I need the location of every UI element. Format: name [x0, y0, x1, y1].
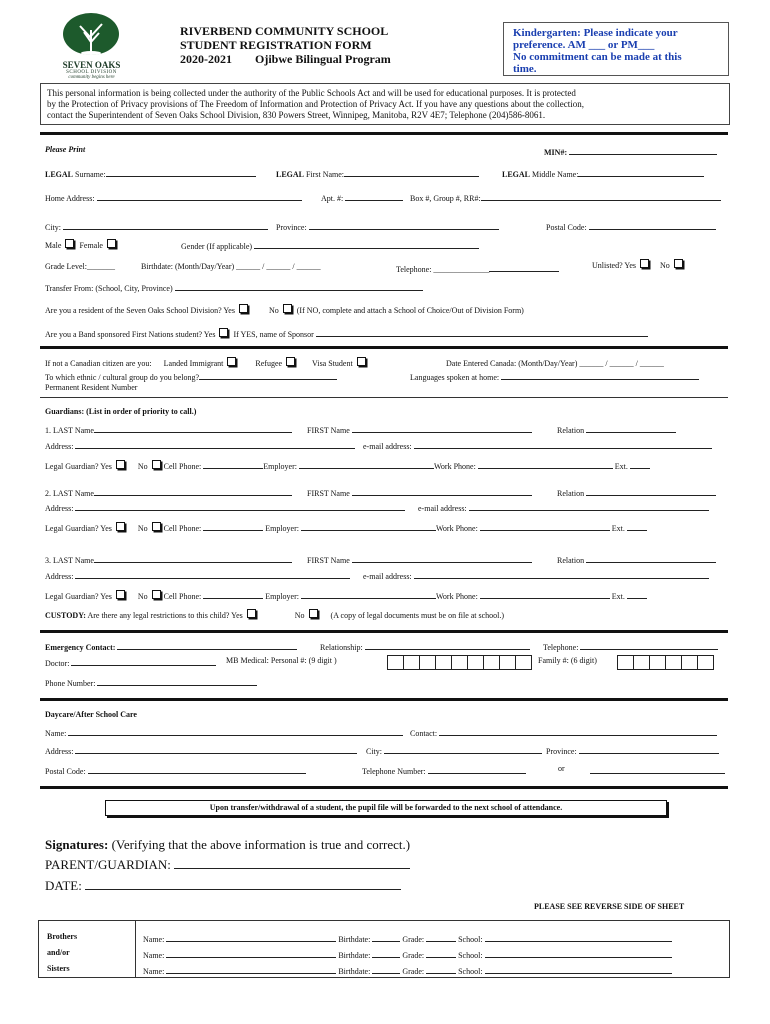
sibling-birthdate-label: Birthdate: — [338, 951, 371, 960]
daycare-title: Daycare/After School Care — [45, 710, 137, 719]
sibling-school-label: School: — [458, 951, 483, 960]
digit-box[interactable] — [387, 655, 404, 670]
address-label: Address: — [45, 504, 74, 513]
last-name-label: 2. LAST Name — [45, 489, 94, 498]
sibling-school-field[interactable] — [485, 964, 672, 974]
privacy-line: This personal information is being collected under the authority of the Public Schools Act and will be used for educational purposes. It is protected — [47, 88, 576, 98]
digit-box[interactable] — [483, 655, 500, 670]
digit-box[interactable] — [617, 655, 634, 670]
legal-no-label: No — [137, 592, 148, 601]
min-label: MIN#: — [544, 148, 568, 157]
employer-field[interactable] — [301, 589, 436, 599]
resident-note: (If NO, complete and attach a School of Choice/Out of Division Form) — [296, 306, 524, 315]
signatures-verify: (Verifying that the above information is true and correct.) — [108, 837, 411, 852]
digit-box[interactable] — [451, 655, 468, 670]
divider — [40, 630, 728, 633]
guardian2-address[interactable] — [45, 501, 405, 513]
digit-box[interactable] — [499, 655, 516, 670]
resident-no-checkbox[interactable] — [283, 304, 292, 313]
telephone-field[interactable] — [396, 262, 559, 274]
form-title: STUDENT REGISTRATION FORM — [180, 38, 372, 52]
guardian1-address[interactable] — [45, 439, 355, 451]
emergency-contact-field[interactable] — [45, 640, 297, 652]
first-name-label: First Name: — [304, 170, 345, 179]
legal-no-checkbox[interactable] — [152, 522, 161, 531]
guardians-title: Guardians: (List in order of priority to call.) — [45, 407, 197, 416]
work-field[interactable] — [480, 521, 610, 531]
kinder-line: time. — [513, 63, 537, 75]
column-divider — [135, 921, 136, 977]
sibling-name-label: Name: — [143, 951, 165, 960]
daycare-name-field[interactable] — [45, 726, 403, 738]
emergency-telephone-field[interactable] — [543, 640, 718, 652]
custody-no-checkbox[interactable] — [309, 609, 318, 618]
sibling-name-label: Name: — [143, 967, 165, 976]
resident-no-label: No — [268, 306, 279, 315]
refugee-label: Refugee — [255, 359, 283, 368]
sibling-birthdate-label: Birthdate: — [338, 935, 371, 944]
sibling-birthdate-field[interactable] — [372, 932, 400, 942]
daycare-contact-label: Contact: — [410, 729, 438, 738]
digit-box[interactable] — [515, 655, 532, 670]
legal-label: LEGAL — [276, 170, 305, 179]
custody-question: Are there any legal restrictions to this child? Yes — [85, 611, 243, 620]
last-name-label: 1. LAST Name — [45, 426, 94, 435]
male-checkbox[interactable] — [65, 239, 74, 248]
daycare-telephone-label: Telephone Number: — [362, 767, 426, 776]
band-label: Are you a Band sponsored First Nations student? Yes — [45, 330, 216, 339]
relationship-field[interactable] — [320, 640, 530, 652]
sibling-name-label: Name: — [143, 935, 165, 944]
box-field[interactable] — [410, 191, 721, 203]
daycare-address-field[interactable] — [45, 744, 357, 756]
doctor-label: Doctor: — [45, 659, 70, 668]
ext-label: Ext. — [611, 592, 625, 601]
ext-label: Ext. — [614, 462, 628, 471]
female-label: Female — [79, 241, 103, 250]
daycare-postal-label: Postal Code: — [45, 767, 86, 776]
unlisted-yes-checkbox[interactable] — [640, 259, 649, 268]
guardian3-first-name[interactable] — [307, 553, 532, 565]
privacy-notice — [40, 83, 730, 125]
custody-no-label: No — [294, 611, 305, 620]
logo-name: SEVEN OAKS — [62, 60, 121, 70]
sibling-grade-label: Grade: — [402, 951, 425, 960]
landed-label: Landed Immigrant — [163, 359, 224, 368]
division-logo — [44, 12, 139, 78]
divider — [40, 346, 728, 349]
legal-label: LEGAL — [502, 170, 531, 179]
legal-no-label: No — [137, 462, 148, 471]
transfer-notice-text: Upon transfer/withdrawal of a student, the pupil file will be forwarded to the next school of attendance. — [209, 803, 563, 812]
work-label: Work Phone: — [436, 592, 478, 601]
siblings-table — [38, 920, 730, 978]
digit-box[interactable] — [435, 655, 452, 670]
unlisted-row — [592, 259, 686, 270]
birthdate-field[interactable]: Birthdate: (Month/Day/Year) ______ / ______ / ______ — [141, 262, 321, 271]
doctor-field[interactable] — [45, 656, 216, 668]
work-label: Work Phone: — [436, 524, 478, 533]
relation-label: Relation — [557, 556, 585, 565]
sex-row — [45, 239, 119, 250]
guardian2-legal-row — [45, 521, 647, 533]
cell-field[interactable] — [203, 521, 263, 531]
last-name-label: 3. LAST Name — [45, 556, 94, 565]
postal-field[interactable] — [546, 220, 716, 232]
custody-row — [45, 609, 504, 620]
personal-number-boxes[interactable] — [388, 653, 532, 671]
digit-box[interactable] — [665, 655, 682, 670]
telephone-label: Telephone: ______________ — [396, 265, 490, 274]
sibling-birthdate-label: Birthdate: — [338, 967, 371, 976]
resident-label: Are you a resident of the Seven Oaks School Division? Yes — [45, 306, 235, 315]
kindergarten-box — [503, 22, 729, 76]
kinder-line: preference. AM ___ or PM___ — [513, 39, 655, 51]
digit-box[interactable] — [697, 655, 714, 670]
digit-box[interactable] — [681, 655, 698, 670]
custody-label: CUSTODY: — [45, 611, 86, 620]
home-address-label: Home Address: — [45, 194, 95, 203]
legal-guardian-label: Legal Guardian? Yes — [45, 524, 112, 533]
sibling-school-label: School: — [458, 935, 483, 944]
sibling-grade-label: Grade: — [402, 967, 425, 976]
sponsor-field[interactable] — [316, 327, 648, 337]
phone-label: Phone Number: — [45, 679, 96, 688]
unlisted-no-checkbox[interactable] — [674, 259, 683, 268]
box-label: Box #, Group #, RR#: — [410, 194, 481, 203]
unlisted-no-label: No — [660, 261, 670, 270]
transfer-notice — [105, 800, 667, 816]
legal-no-checkbox[interactable] — [152, 460, 161, 469]
cell-label: Cell Phone: — [163, 592, 202, 601]
gender-field[interactable] — [181, 239, 479, 251]
province-field[interactable] — [276, 220, 499, 232]
divider — [40, 132, 728, 135]
address-label: Address: — [45, 572, 74, 581]
first-name-label: FIRST Name — [307, 556, 350, 565]
legal-yes-checkbox[interactable] — [116, 590, 125, 599]
divider — [40, 786, 728, 789]
address-label: Address: — [45, 442, 74, 451]
ext-field[interactable] — [630, 459, 650, 469]
guardian3-address[interactable] — [45, 569, 350, 581]
guardian3-relation[interactable] — [557, 553, 716, 565]
siblings-label: and/or — [47, 948, 70, 957]
grade-level-field[interactable]: Grade Level:_______ — [45, 262, 115, 271]
mb-medical-label: MB Medical: Personal #: (9 digit ) — [226, 656, 337, 665]
legal-first-field[interactable] — [276, 167, 479, 179]
logo-sub: SCHOOL DIVISION — [66, 70, 117, 75]
relation-label: Relation — [557, 489, 585, 498]
date-field[interactable] — [45, 878, 401, 894]
citizen-row — [45, 357, 369, 368]
legal-middle-field[interactable] — [502, 167, 704, 179]
daycare-telephone-field[interactable] — [362, 764, 526, 776]
custody-note: (A copy of legal documents must be on file at school.) — [330, 611, 505, 620]
school-year: 2020-2021 — [180, 52, 232, 66]
siblings-label: Sisters — [47, 964, 70, 973]
sibling-row — [143, 948, 672, 960]
daycare-province-label: Province: — [546, 747, 577, 756]
legal-yes-checkbox[interactable] — [116, 522, 125, 531]
tree-icon — [44, 12, 139, 56]
sibling-name-field[interactable] — [166, 948, 336, 958]
phone-number-field[interactable] — [45, 676, 257, 688]
sibling-row — [143, 932, 672, 944]
min-field[interactable] — [544, 145, 717, 157]
parent-label: PARENT/GUARDIAN: — [45, 857, 171, 872]
band-yes-checkbox[interactable] — [219, 328, 228, 337]
female-checkbox[interactable] — [107, 239, 116, 248]
signatures-heading — [45, 837, 410, 853]
digit-box[interactable] — [419, 655, 436, 670]
unlisted-label: Unlisted? Yes — [592, 261, 637, 270]
sibling-grade-field[interactable] — [426, 964, 456, 974]
daycare-city-field[interactable] — [366, 744, 542, 756]
daycare-alt-telephone-field[interactable] — [590, 764, 725, 776]
program-name: Ojibwe Bilingual Program — [255, 52, 391, 66]
school-name: RIVERBEND COMMUNITY SCHOOL — [180, 24, 389, 38]
work-label: Work Phone: — [434, 462, 476, 471]
cell-field[interactable] — [203, 459, 263, 469]
employer-label: Employer: — [265, 592, 299, 601]
please-print: Please Print — [45, 145, 86, 154]
province-label: Province: — [276, 223, 307, 232]
visa-label: Visa Student — [312, 359, 353, 368]
relationship-label: Relationship: — [320, 643, 363, 652]
work-field[interactable] — [478, 459, 613, 469]
sibling-birthdate-field[interactable] — [372, 948, 400, 958]
telephone-label: Telephone: — [543, 643, 579, 652]
sibling-school-field[interactable] — [485, 948, 672, 958]
guardian2-relation[interactable] — [557, 486, 716, 498]
daycare-postal-field[interactable] — [45, 764, 306, 776]
sibling-row — [143, 964, 672, 976]
ethnic-field[interactable] — [45, 370, 337, 382]
ext-field[interactable] — [627, 521, 647, 531]
sibling-grade-label: Grade: — [402, 935, 425, 944]
sibling-grade-field[interactable] — [426, 932, 456, 942]
daycare-province-field[interactable] — [546, 744, 719, 756]
languages-label: Languages spoken at home: — [410, 373, 500, 382]
employer-field[interactable] — [299, 459, 434, 469]
sibling-grade-field[interactable] — [426, 948, 456, 958]
languages-field[interactable] — [410, 370, 699, 382]
work-field[interactable] — [480, 589, 610, 599]
employer-field[interactable] — [301, 521, 436, 531]
guardian3-legal-row — [45, 589, 647, 601]
guardian1-email[interactable] — [363, 439, 712, 451]
cell-label: Cell Phone: — [163, 524, 202, 533]
guardian2-last-name[interactable] — [45, 486, 292, 498]
daycare-contact-field[interactable] — [410, 726, 717, 738]
digit-box[interactable] — [467, 655, 484, 670]
band-row — [45, 327, 648, 339]
sponsor-label: If YES, name of Sponsor — [233, 330, 314, 339]
reverse-note: PLEASE SEE REVERSE SIDE OF SHEET — [534, 902, 685, 911]
citizen-label: If not a Canadian citizen are you: — [45, 359, 152, 368]
daycare-address-label: Address: — [45, 747, 74, 756]
refugee-checkbox[interactable] — [286, 357, 295, 366]
digit-box[interactable] — [649, 655, 666, 670]
sibling-school-label: School: — [458, 967, 483, 976]
guardian1-legal-row — [45, 459, 650, 471]
transfer-label: Transfer From: (School, City, Province) — [45, 284, 173, 293]
transfer-from-field[interactable] — [45, 281, 423, 293]
landed-checkbox[interactable] — [227, 357, 236, 366]
guardian1-relation[interactable] — [557, 423, 676, 435]
digit-box[interactable] — [403, 655, 420, 670]
resident-row — [45, 304, 524, 315]
kinder-line: No commitment can be made at this — [513, 51, 682, 63]
privacy-line: by the Protection of Privacy provisions of The Freedom of Information and Protection of Privacy Act. If you have any questions about the collection, — [47, 99, 584, 109]
guardian2-first-name[interactable] — [307, 486, 532, 498]
sibling-birthdate-field[interactable] — [372, 964, 400, 974]
custody-yes-checkbox[interactable] — [247, 609, 256, 618]
parent-signature-field[interactable] — [45, 857, 410, 873]
resident-yes-checkbox[interactable] — [239, 304, 248, 313]
legal-surname-field[interactable] — [45, 167, 256, 179]
legal-no-checkbox[interactable] — [152, 590, 161, 599]
daycare-city-label: City: — [366, 747, 383, 756]
guardian1-first-name[interactable] — [307, 423, 532, 435]
sibling-name-field[interactable] — [166, 932, 336, 942]
city-label: City: — [45, 223, 62, 232]
relation-label: Relation — [557, 426, 585, 435]
apt-field[interactable] — [321, 191, 403, 203]
guardian2-email[interactable] — [418, 501, 709, 513]
surname-label: Surname: — [73, 170, 106, 179]
or-label: or — [558, 764, 565, 773]
gender-label: Gender (If applicable) — [181, 242, 253, 251]
postal-label: Postal Code: — [546, 223, 587, 232]
email-label: e-mail address: — [363, 572, 412, 581]
logo-tagline: community begins here — [68, 75, 115, 80]
legal-guardian-label: Legal Guardian? Yes — [45, 462, 112, 471]
ext-label: Ext. — [611, 524, 625, 533]
family-number-label: Family #: (6 digit) — [538, 656, 597, 665]
apt-label: Apt. #: — [321, 194, 344, 203]
date-entered-field[interactable]: Date Entered Canada: (Month/Day/Year) ______ / ______ / ______ — [446, 359, 664, 368]
legal-yes-checkbox[interactable] — [116, 460, 125, 469]
sibling-name-field[interactable] — [166, 964, 336, 974]
signatures-title: Signatures: — [45, 837, 109, 852]
legal-label: LEGAL — [45, 170, 74, 179]
kinder-line: Kindergarten: Please indicate your — [513, 27, 678, 39]
daycare-name-label: Name: — [45, 729, 67, 738]
city-field[interactable] — [45, 220, 268, 232]
first-name-label: FIRST Name — [307, 489, 350, 498]
ext-field[interactable] — [627, 589, 647, 599]
permanent-resident-label: Permanent Resident Number — [45, 383, 138, 392]
male-label: Male — [45, 241, 62, 250]
guardian1-last-name[interactable] — [45, 423, 292, 435]
home-address-field[interactable] — [45, 191, 302, 203]
siblings-label: Brothers — [47, 932, 78, 941]
divider — [40, 698, 728, 701]
employer-label: Employer: — [265, 524, 299, 533]
sibling-school-field[interactable] — [485, 932, 672, 942]
email-label: e-mail address: — [418, 504, 467, 513]
middle-name-label: Middle Name: — [530, 170, 579, 179]
emergency-label: Emergency Contact: — [45, 643, 116, 652]
cell-field[interactable] — [203, 589, 263, 599]
employer-label: Employer: — [263, 462, 297, 471]
legal-no-label: No — [137, 524, 148, 533]
email-label: e-mail address: — [363, 442, 412, 451]
date-label: DATE: — [45, 878, 82, 893]
digit-box[interactable] — [633, 655, 650, 670]
family-number-boxes[interactable] — [618, 653, 714, 671]
guardian3-email[interactable] — [363, 569, 709, 581]
ethnic-label: To which ethnic / cultural group do you belong? — [45, 373, 200, 382]
divider — [40, 397, 728, 398]
legal-guardian-label: Legal Guardian? Yes — [45, 592, 112, 601]
privacy-line: contact the Superintendent of Seven Oaks School Division, 830 Powers Street, Winnipeg, Manitoba, R2V 4E7; Telephone (204)586-8061. — [47, 110, 546, 120]
guardian3-last-name[interactable] — [45, 553, 292, 565]
first-name-label: FIRST Name — [307, 426, 350, 435]
visa-checkbox[interactable] — [357, 357, 366, 366]
cell-label: Cell Phone: — [163, 462, 202, 471]
